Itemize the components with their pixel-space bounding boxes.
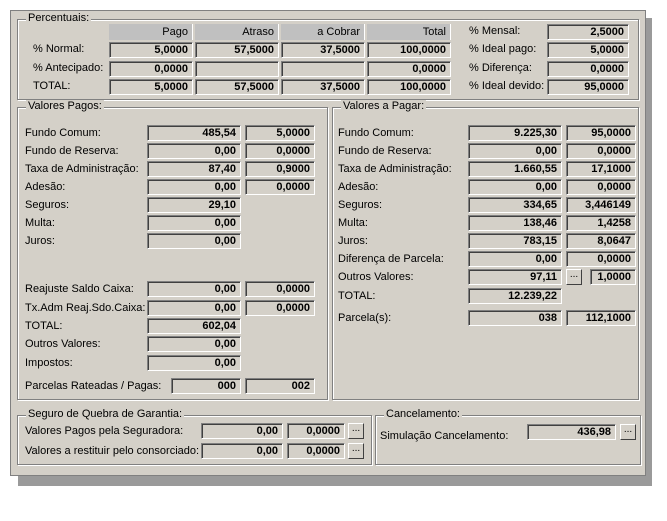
row-label-normal: % Normal: [33, 43, 85, 55]
total-total: 100,0000 [367, 79, 451, 95]
pagos-taxa-adm-value: 87,40 [147, 161, 241, 177]
ideal-pago-value: 5,0000 [547, 42, 629, 58]
pagar-parcelas-pct: 112,1000 [566, 310, 636, 326]
normal-pago: 5,0000 [109, 42, 193, 58]
pagar-outros-label: Outros Valores: [338, 271, 414, 283]
antecipado-total: 0,0000 [367, 61, 451, 77]
diferenca-value: 0,0000 [547, 61, 629, 77]
pagos-txadm-reaj-value: 0,00 [147, 300, 241, 316]
pagar-juros-value: 783,15 [468, 233, 562, 249]
ideal-pago-label: % Ideal pago: [469, 43, 537, 55]
pagar-fundo-comum-label: Fundo Comum: [338, 127, 414, 139]
pagar-diferenca-pct: 0,0000 [566, 251, 636, 267]
pagar-juros-label: Juros: [338, 235, 368, 247]
seguro-pagos-pct: 0,0000 [287, 423, 345, 439]
seguro-restituir-label: Valores a restituir pelo consorciado: [25, 445, 200, 457]
pagar-fundo-comum-pct: 95,0000 [566, 125, 636, 141]
pagos-total-label: TOTAL: [25, 320, 63, 332]
normal-a-cobrar: 37,5000 [281, 42, 365, 58]
pagos-seguros-value: 29,10 [147, 197, 241, 213]
total-a-cobrar: 37,5000 [281, 79, 365, 95]
pagos-impostos-value: 0,00 [147, 355, 241, 371]
pagos-parcelas-pagas: 002 [245, 378, 315, 394]
antecipado-a-cobrar [281, 61, 365, 77]
pagar-adesao-label: Adesão: [338, 181, 379, 193]
main-panel [10, 10, 646, 476]
percentuais-title: Percentuais: [28, 12, 90, 24]
normal-total: 100,0000 [367, 42, 451, 58]
pagos-reajuste-pct: 0,0000 [245, 281, 315, 297]
pagos-fundo-comum-value: 485,54 [147, 125, 241, 141]
pagos-adesao-pct: 0,0000 [245, 179, 315, 195]
row-label-antecipado: % Antecipado: [33, 62, 104, 74]
pagar-taxa-adm-pct: 17,1000 [566, 161, 636, 177]
pagos-reajuste-label: Reajuste Saldo Caixa: [25, 283, 134, 295]
col-header-a-cobrar: a Cobrar [281, 24, 365, 40]
valores-pagar-title: Valores a Pagar: [343, 100, 425, 112]
pagar-fundo-reserva-pct: 0,0000 [566, 143, 636, 159]
pagar-outros-value: 97,11 [468, 269, 562, 285]
pagos-txadm-reaj-pct: 0,0000 [245, 300, 315, 316]
pagos-juros-value: 0,00 [147, 233, 241, 249]
pagos-multa-label: Multa: [25, 217, 55, 229]
pagar-adesao-value: 0,00 [468, 179, 562, 195]
pagos-parcelas-label: Parcelas Rateadas / Pagas: [25, 380, 162, 392]
pagos-outros-label: Outros Valores: [25, 338, 101, 350]
seguro-restituir-pct: 0,0000 [287, 443, 345, 459]
pagos-impostos-label: Impostos: [25, 357, 73, 369]
cancelamento-ellipsis-button[interactable]: ... [620, 424, 636, 440]
pagos-adesao-value: 0,00 [147, 179, 241, 195]
ideal-devido-label: % Ideal devido: [469, 80, 545, 92]
normal-atraso: 57,5000 [195, 42, 279, 58]
col-header-atraso: Atraso [195, 24, 279, 40]
pagos-taxa-adm-label: Taxa de Administração: [25, 163, 139, 175]
seguro-restituir-ellipsis-button[interactable]: ... [348, 443, 364, 459]
seguro-pagos-label: Valores Pagos pela Seguradora: [25, 425, 184, 437]
pagos-total-value: 602,04 [147, 318, 241, 334]
col-header-pago: Pago [109, 24, 193, 40]
pagar-parcelas-value: 038 [468, 310, 562, 326]
pagos-fundo-reserva-pct: 0,0000 [245, 143, 315, 159]
pagar-seguros-label: Seguros: [338, 199, 383, 211]
pagar-seguros-pct: 3,446149 [566, 197, 636, 213]
pagar-adesao-pct: 0,0000 [566, 179, 636, 195]
pagar-outros-ellipsis-button[interactable]: ... [566, 269, 582, 285]
pagos-reajuste-value: 0,00 [147, 281, 241, 297]
row-label-total: TOTAL: [33, 80, 71, 92]
pagos-multa-value: 0,00 [147, 215, 241, 231]
antecipado-atraso [195, 61, 279, 77]
cancelamento-title: Cancelamento: [386, 408, 460, 420]
cancelamento-simulacao-value: 436,98 [527, 424, 616, 440]
seguro-title: Seguro de Quebra de Garantia: [28, 408, 183, 420]
pagar-fundo-reserva-label: Fundo de Reserva: [338, 145, 432, 157]
seguro-pagos-ellipsis-button[interactable]: ... [348, 423, 364, 439]
cancelamento-simulacao-label: Simulação Cancelamento: [380, 430, 509, 442]
diferenca-label: % Diferença: [469, 62, 532, 74]
pagar-diferenca-label: Diferença de Parcela: [338, 253, 444, 265]
pagos-outros-value: 0,00 [147, 336, 241, 352]
pagar-fundo-comum-value: 9.225,30 [468, 125, 562, 141]
pagos-fundo-reserva-label: Fundo de Reserva: [25, 145, 119, 157]
pagos-txadm-reaj-label: Tx.Adm Reaj.Sdo.Caixa: [25, 302, 146, 314]
pagos-seguros-label: Seguros: [25, 199, 70, 211]
pagos-juros-label: Juros: [25, 235, 55, 247]
pagar-fundo-reserva-value: 0,00 [468, 143, 562, 159]
total-atraso: 57,5000 [195, 79, 279, 95]
col-header-total: Total [367, 24, 451, 40]
pagar-diferenca-value: 0,00 [468, 251, 562, 267]
pagos-adesao-label: Adesão: [25, 181, 66, 193]
total-pago: 5,0000 [109, 79, 193, 95]
pagar-taxa-adm-label: Taxa de Administração: [338, 163, 452, 175]
seguro-restituir-value: 0,00 [201, 443, 283, 459]
valores-pagos-title: Valores Pagos: [28, 100, 102, 112]
pagar-total-value: 12.239,22 [468, 288, 562, 304]
pagos-fundo-comum-pct: 5,0000 [245, 125, 315, 141]
pagos-parcelas-rateadas: 000 [171, 378, 241, 394]
ideal-devido-value: 95,0000 [547, 79, 629, 95]
mensal-label: % Mensal: [469, 25, 521, 37]
pagos-fundo-comum-label: Fundo Comum: [25, 127, 101, 139]
mensal-value: 2,5000 [547, 24, 629, 40]
pagos-taxa-adm-pct: 0,9000 [245, 161, 315, 177]
pagar-seguros-value: 334,65 [468, 197, 562, 213]
pagar-multa-value: 138,46 [468, 215, 562, 231]
pagar-multa-pct: 1,4258 [566, 215, 636, 231]
pagar-multa-label: Multa: [338, 217, 368, 229]
pagos-fundo-reserva-value: 0,00 [147, 143, 241, 159]
pagar-outros-pct: 1,0000 [590, 269, 636, 285]
antecipado-pago: 0,0000 [109, 61, 193, 77]
pagar-juros-pct: 8,0647 [566, 233, 636, 249]
seguro-pagos-value: 0,00 [201, 423, 283, 439]
pagar-parcelas-label: Parcela(s): [338, 312, 392, 324]
pagar-total-label: TOTAL: [338, 290, 376, 302]
pagar-taxa-adm-value: 1.660,55 [468, 161, 562, 177]
